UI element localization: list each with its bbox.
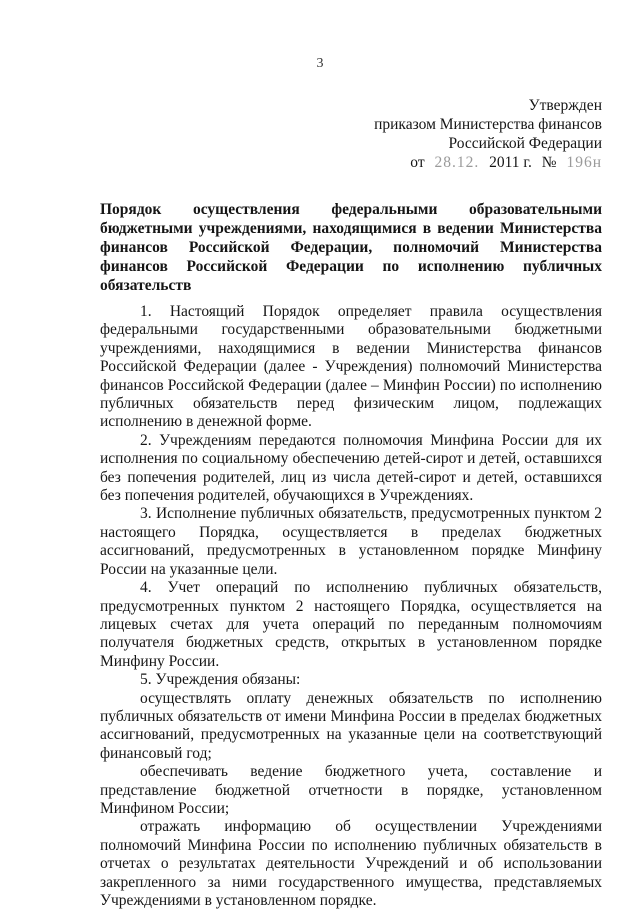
paragraph-1: 1. Настоящий Порядок определяет правила осуществления федеральными государственными образовательными бюджетными учреждениями, находящимися в ведении Министерства финансов Российской Федерации (далее - Учреждения) полномочий Министерства финансов Российской Федерации (далее – Минфин России) по исполнению публичных обязательств перед физическим лицом, подлежащих исполнению в денежной форме. [100,303,602,431]
order-number: 196н [566,154,602,171]
page-number: 3 [316,56,324,71]
paragraph-5-item-3: отражать информацию об осуществлении Учреждениями полномочий Минфина России по исполнению публичных обязательств в отчетах о результатах деятельности Учреждений и об использовании закрепленного за ними государственного имущества, представляемых Учреждениями в установленном порядке. [100,818,602,909]
approval-block [374,96,602,172]
number-sign: № [541,154,557,171]
document-body [100,303,602,910]
document-title: Порядок осуществления федеральными образовательными бюджетными учреждениями, находящимися в ведении Министерства финансов Российской Федерации, полномочий Министерства финансов Российской Федерации по исполнению публичных обязательств [100,201,602,294]
date-prefix: от [410,154,425,171]
approval-date-line [374,153,602,172]
paragraph-3: 3. Исполнение публичных обязательств, предусмотренных пунктом 2 настоящего Порядка, осуществляется в пределах бюджетных ассигнований, предусмотренных в установленном порядке Минфину России на указанные цели. [100,505,602,578]
paragraph-2: 2. Учреждениям передаются полномочия Минфина России для их исполнения по социальному обеспечению детей-сирот и детей, оставшихся без попечения родителей, лиц из числа детей-сирот и детей, оставшихся без попечения родителей, обучающихся в Учреждениях. [100,431,602,505]
approval-line-order: приказом Министерства финансов [374,116,602,133]
approval-line-approved: Утвержден [528,97,602,114]
paragraph-4: 4. Учет операций по исполнению публичных обязательств, предусмотренных пунктом 2 настоящего Порядка, осуществляется на лицевых счетах для учета операций по переданным полномочиям получателя бюджетных средств, открытых в установленном порядке Минфину России. [100,579,602,670]
paragraph-5-heading: 5. Учреждения обязаны: [140,671,301,689]
date-value: 28.12. [434,154,480,171]
paragraph-5-item-2: обеспечивать ведение бюджетного учета, составление и представление бюджетной отчетности в порядке, установленном Минфином России; [100,763,602,817]
date-year: 2011 г. [489,154,532,171]
paragraph-5-item-1: осуществлять оплату денежных обязательств по исполнению публичных обязательств от имени Минфина России в пределах бюджетных ассигнований, предусмотренных на указанные цели на соответствующий финансовый год; [100,689,602,762]
approval-line-federation: Российской Федерации [448,135,602,152]
